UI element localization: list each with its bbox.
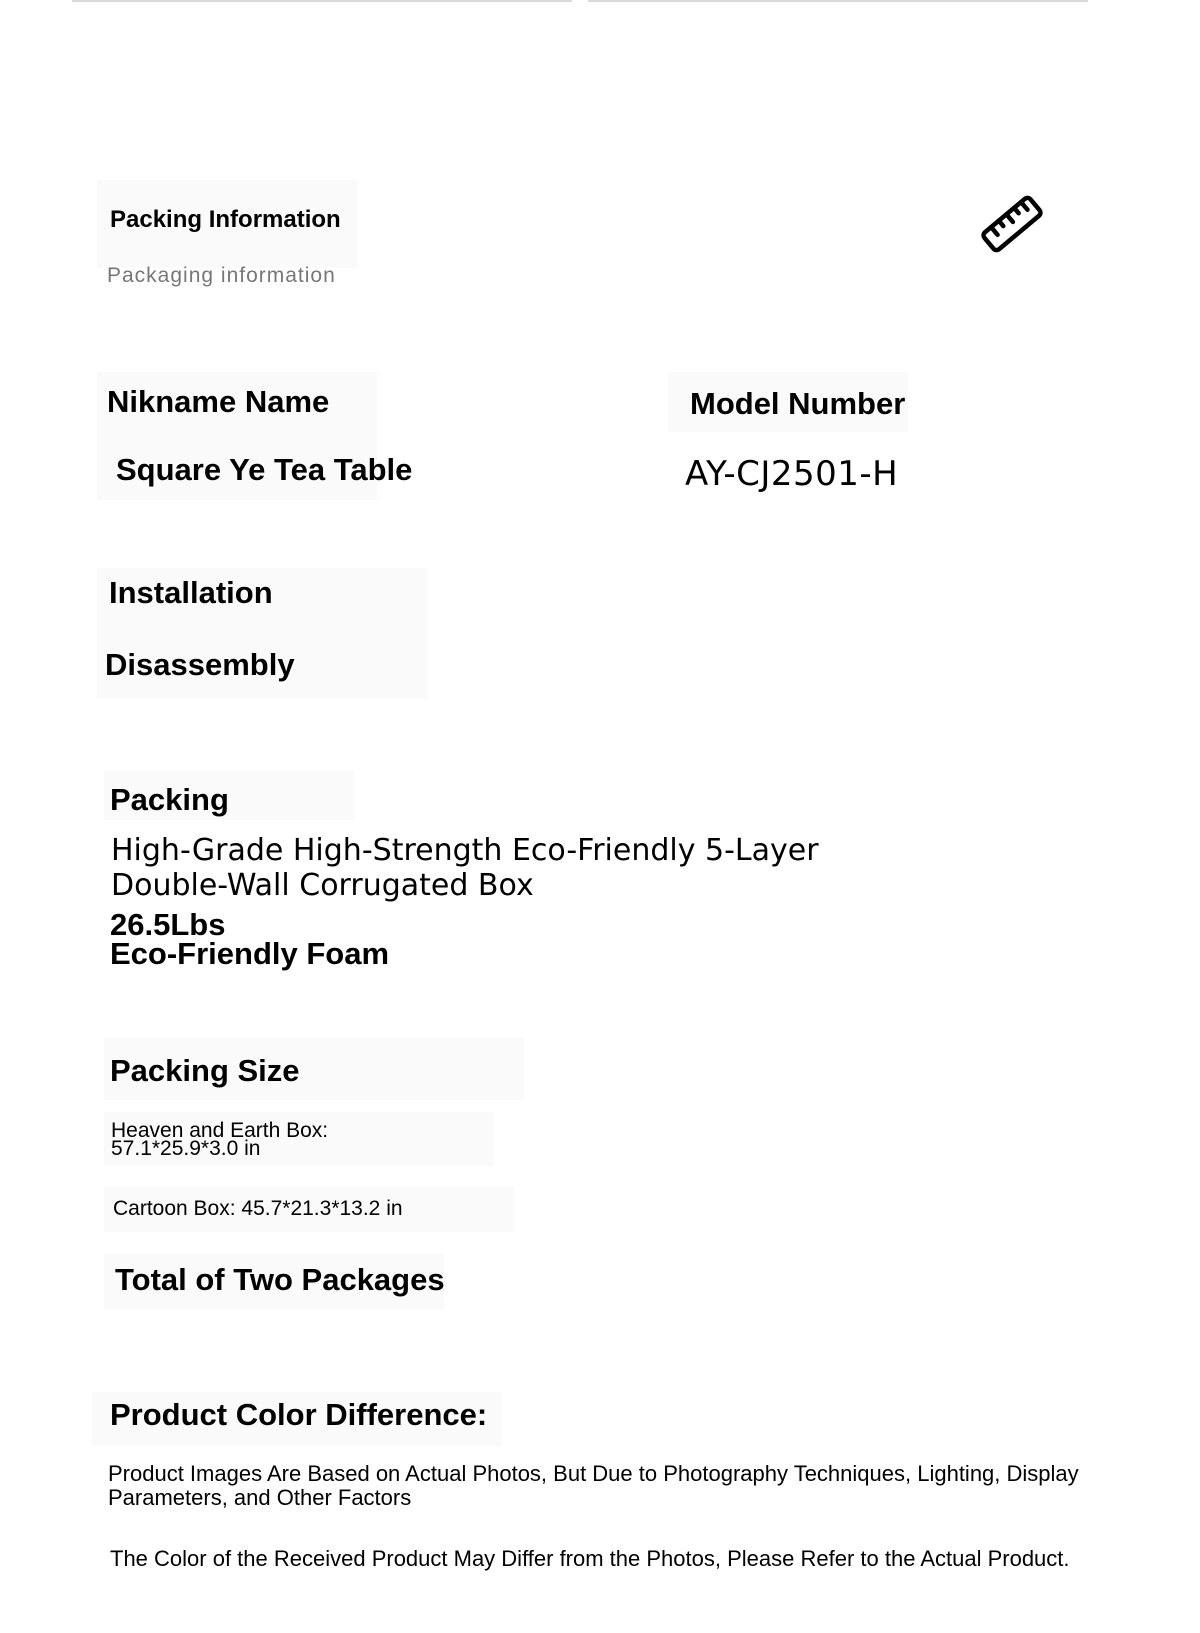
packing-weight: 26.5Lbs [110,907,226,942]
nickname-label: Nikname Name [107,384,330,419]
top-divider-left [72,0,572,2]
color-difference-note2: The Color of the Received Product May Differ from the Photos, Please Refer to the Actual Product. [110,1546,1070,1571]
model-number-value: AY-CJ2501-H [685,454,899,494]
nickname-value: Square Ye Tea Table [116,452,413,487]
installation-value: Disassembly [105,647,295,682]
color-difference-label: Product Color Difference: [110,1397,488,1432]
top-divider-right [588,0,1088,2]
total-packages: Total of Two Packages [115,1262,445,1297]
ruler-icon [980,192,1044,256]
page-subtitle: Packaging information [107,264,336,287]
heaven-earth-box-label: Heaven and Earth Box: [111,1119,329,1142]
packing-label: Packing [110,782,229,817]
page-title: Packing Information [110,206,341,233]
packing-material-line2: Double-Wall Corrugated Box [111,868,534,903]
heaven-earth-box-size: 57.1*25.9*3.0 in [111,1137,261,1160]
packing-size-label: Packing Size [110,1053,300,1088]
installation-label: Installation [109,575,273,610]
carton-box-size: Cartoon Box: 45.7*21.3*13.2 in [113,1197,403,1220]
packing-material-line1: High-Grade High-Strength Eco-Friendly 5-Layer [111,833,819,868]
color-difference-note-line2: Parameters, and Other Factors [108,1485,412,1510]
model-number-label: Model Number [690,386,906,421]
color-difference-note-line1: Product Images Are Based on Actual Photos, But Due to Photography Techniques, Lighting, Display [108,1461,1079,1486]
packing-foam: Eco-Friendly Foam [110,936,390,971]
